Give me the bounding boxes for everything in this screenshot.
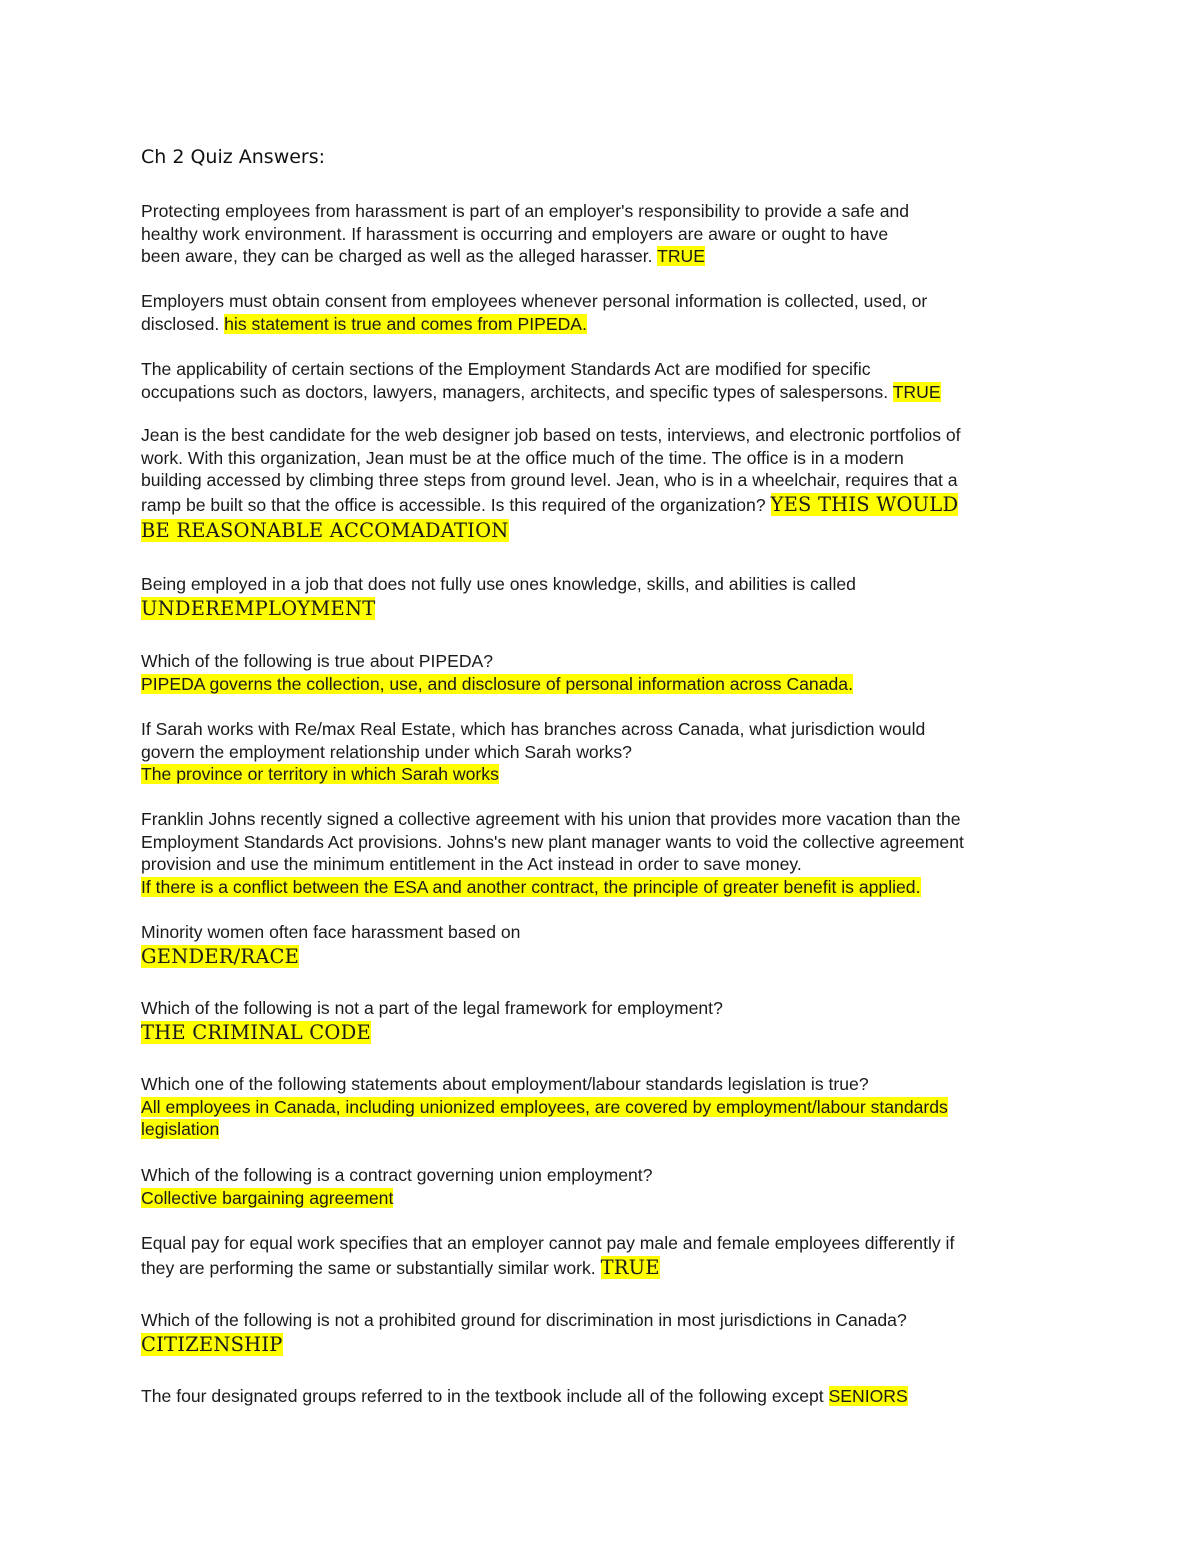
question-5	[141, 573, 1071, 622]
answer-highlight: legislation	[141, 1119, 220, 1140]
answer-highlight: BE REASONABLE ACCOMADATION	[141, 518, 509, 542]
question-text: been aware, they can be charged as well as the alleged harasser.	[141, 246, 658, 267]
question-text: Which of the following is true about PIPEDA?	[141, 651, 494, 671]
question-2	[141, 290, 1071, 335]
answer-highlight: GENDER/RACE	[141, 944, 300, 968]
answer-highlight: YES THIS WOULD	[770, 492, 959, 516]
question-text: ramp be built so that the office is accessible. Is this required of the organization?	[141, 494, 771, 515]
question-text: Franklin Johns recently signed a collective agreement with his union that provides more vacation than the	[141, 809, 961, 829]
answer-highlight: If there is a conflict between the ESA and another contract, the principle of greater benefit is applied.	[141, 876, 921, 897]
answer-highlight: The province or territory in which Sarah works	[141, 764, 499, 785]
answer-highlight: SENIORS	[828, 1386, 908, 1406]
answer-highlight: PIPEDA governs the collection, use, and disclosure of personal information across Canada.	[141, 673, 853, 694]
answer-highlight: CITIZENSHIP	[141, 1332, 283, 1356]
question-text: occupations such as doctors, lawyers, managers, architects, and specific types of salespersons.	[141, 381, 893, 402]
question-10	[141, 997, 1071, 1046]
question-text: Equal pay for equal work specifies that an employer cannot pay male and female employees differently if	[141, 1233, 955, 1253]
answer-highlight: UNDEREMPLOYMENT	[141, 596, 376, 620]
question-11	[141, 1073, 1071, 1141]
question-text: Jean is the best candidate for the web designer job based on tests, interviews, and electronic portfolios of	[141, 425, 961, 445]
answer-highlight: Collective bargaining agreement	[141, 1187, 394, 1208]
question-text: building accessed by climbing three steps from ground level. Jean, who is in a wheelchair, requires that a	[141, 470, 958, 491]
answer-highlight: All employees in Canada, including unionized employees, are covered by employment/labour standards	[141, 1096, 948, 1117]
question-7	[141, 718, 1071, 786]
question-9	[141, 921, 1071, 970]
answer-highlight: TRUE	[657, 246, 706, 267]
question-text: provision and use the minimum entitlement in the Act instead in order to save money.	[141, 854, 802, 875]
question-text: govern the employment relationship under which Sarah works?	[141, 741, 632, 762]
question-text: they are performing the same or substantially similar work.	[141, 1257, 601, 1278]
question-1	[141, 200, 1071, 268]
question-text: The four designated groups referred to in the textbook include all of the following except	[141, 1386, 829, 1406]
question-text: disclosed.	[141, 313, 225, 334]
question-text: Which of the following is not a prohibited ground for discrimination in most jurisdictions in Canada?	[141, 1310, 907, 1330]
question-3	[141, 358, 1071, 403]
answer-highlight: TRUE	[892, 381, 941, 402]
question-text: Which of the following is not a part of the legal framework for employment?	[141, 998, 723, 1018]
question-text: Being employed in a job that does not fully use ones knowledge, skills, and abilities is called	[141, 574, 856, 594]
question-text: Which of the following is a contract governing union employment?	[141, 1165, 653, 1185]
question-text: Employers must obtain consent from employees whenever personal information is collected, used, or	[141, 291, 928, 311]
question-8	[141, 808, 1071, 898]
answer-highlight: TRUE	[600, 1255, 660, 1279]
question-text: Minority women often face harassment based on	[141, 922, 521, 942]
question-13	[141, 1232, 1071, 1281]
question-text: The applicability of certain sections of the Employment Standards Act are modified for specific	[141, 359, 871, 379]
question-text: Which one of the following statements about employment/labour standards legislation is true?	[141, 1074, 869, 1094]
question-15	[141, 1385, 1071, 1408]
question-text: work. With this organization, Jean must be at the office much of the time. The office is in a modern	[141, 447, 904, 468]
question-14	[141, 1309, 1071, 1358]
question-text: Protecting employees from harassment is part of an employer's responsibility to provide a safe and	[141, 201, 910, 221]
question-12	[141, 1164, 1071, 1209]
question-text: If Sarah works with Re/max Real Estate, which has branches across Canada, what jurisdiction would	[141, 719, 926, 739]
page-title: Ch 2 Quiz Answers:	[141, 146, 326, 168]
question-4	[141, 424, 1071, 544]
question-text: Employment Standards Act provisions. Johns's new plant manager wants to void the collective agreement	[141, 831, 964, 852]
question-text: healthy work environment. If harassment is occurring and employers are aware or ought to have	[141, 223, 889, 244]
answer-highlight: THE CRIMINAL CODE	[141, 1020, 371, 1044]
answer-highlight: his statement is true and comes from PIPEDA.	[224, 313, 587, 334]
question-6	[141, 650, 1071, 695]
